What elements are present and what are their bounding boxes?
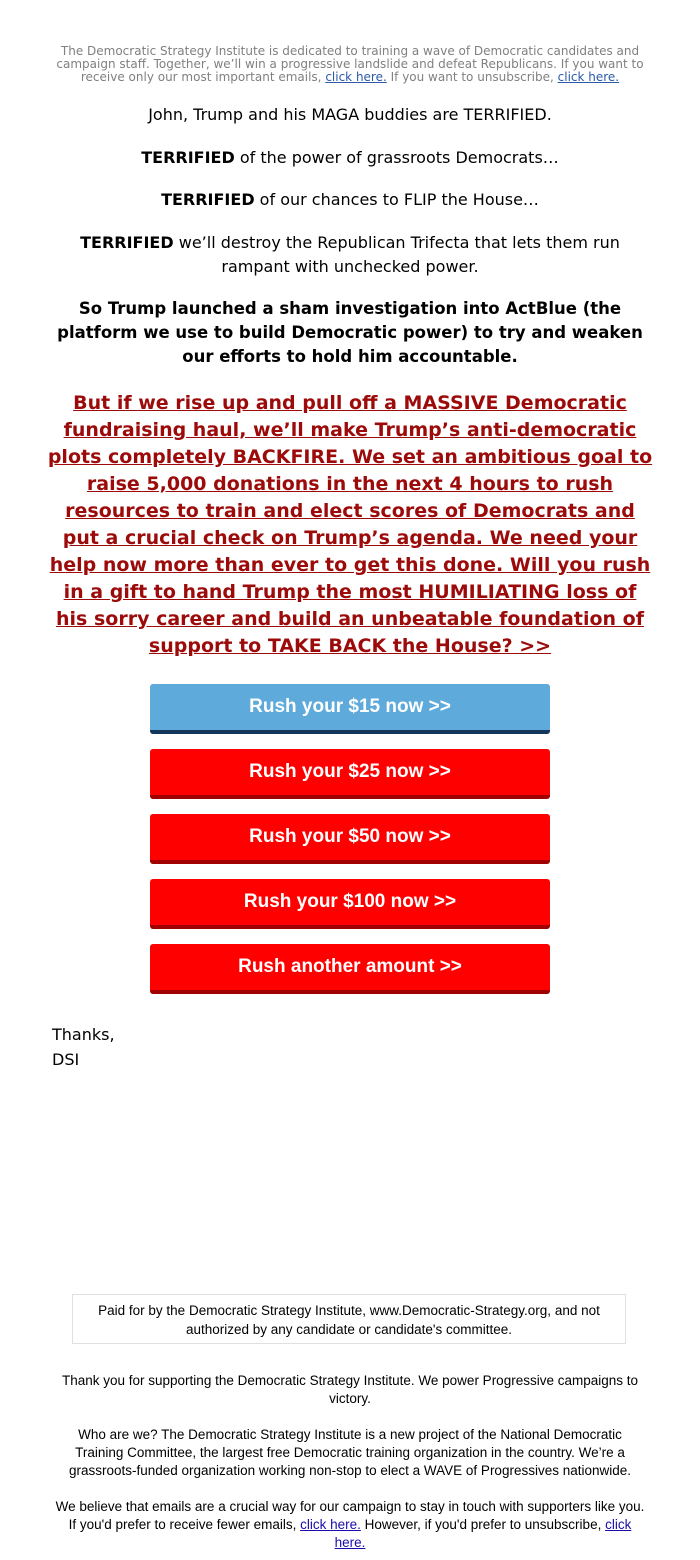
investigation-paragraph: So Trump launched a sham investigation into ActBlue (the platform we use to build Democratic power) to try and weaken our efforts to hold him accountable.: [57, 299, 643, 366]
donate-headline-link[interactable]: But if we rise up and pull off a MASSIVE Democratic fundraising haul, we’ll make Trump’s anti-democratic plots completely BACKFIRE. We set an ambitious goal to raise 5,000 donations in the next 4 hours to rush resources to train and elect scores of Democrats and put a crucial check on Trump’s agenda. We need your help now more than ever to get this done. Will you rush in a gift to hand Trump the most HUMILIATING loss of his sorry career and build an unbeatable foundation of support to TAKE BACK the House? >>: [47, 392, 653, 657]
terrified-bold: TERRIFIED: [141, 148, 235, 167]
preheader: [50, 45, 650, 84]
preheader-text-2: If you want to unsubscribe,: [386, 70, 558, 84]
terrified-rest: of our chances to FLIP the House…: [254, 190, 539, 209]
footer-prefs-text-2: However, if you'd prefer to unsubscribe,: [360, 1517, 606, 1532]
paid-for-disclaimer: Paid for by the Democratic Strategy Institute, www.Democratic-Strategy.org, and not authorized by any candidate or candidate's committee.: [72, 1294, 626, 1344]
footer-about: Who are we? The Democratic Strategy Institute is a new project of the National Democratic Training Committee, the largest free Democratic training organization in the country. We’re a grassroots-funded organization working non-stop to elect a WAVE of Progressives nationwide.: [68, 1427, 632, 1478]
donate-other-button[interactable]: Rush another amount >>: [150, 944, 550, 994]
donate-100-button[interactable]: Rush your $100 now >>: [150, 879, 550, 929]
terrified-line-1: [40, 146, 660, 170]
important-emails-link[interactable]: click here.: [325, 70, 387, 84]
terrified-bold: TERRIFIED: [80, 233, 174, 252]
thanks-text: Thanks,: [52, 1025, 115, 1044]
footer-thanks: Thank you for supporting the Democratic Strategy Institute. We power Progressive campaigns to victory.: [61, 1373, 639, 1406]
footer-prefs-text: We believe that emails are a crucial way for our campaign to stay in touch with supporters like you. If you'd prefer to receive fewer emails,: [55, 1499, 645, 1532]
donate-50-button[interactable]: Rush your $50 now >>: [150, 814, 550, 864]
signoff: [52, 1022, 115, 1072]
footer-email-prefs: [55, 1498, 645, 1552]
footer-unsubscribe-link[interactable]: click here.: [334, 1517, 632, 1550]
fewer-emails-link[interactable]: click here.: [300, 1517, 361, 1532]
terrified-line-3: [70, 231, 630, 279]
donate-25-button[interactable]: Rush your $25 now >>: [150, 749, 550, 799]
terrified-rest: of the power of grassroots Democrats…: [234, 148, 559, 167]
unsubscribe-link[interactable]: click here.: [557, 70, 620, 84]
terrified-line-2: [40, 188, 660, 212]
terrified-rest: we’ll destroy the Republican Trifecta that lets them run rampant with unchecked power.: [173, 233, 620, 276]
signature: DSI: [52, 1050, 80, 1069]
terrified-bold: TERRIFIED: [161, 190, 255, 209]
donate-15-button[interactable]: Rush your $15 now >>: [150, 684, 550, 734]
preheader-text: The Democratic Strategy Institute is dedicated to training a wave of Democratic candidates and campaign staff. Together, we’ll win a progressive landslide and defeat Republicans. If you want to receive only our most important emails,: [56, 44, 644, 84]
intro-line: John, Trump and his MAGA buddies are TERRIFIED.: [148, 105, 552, 124]
